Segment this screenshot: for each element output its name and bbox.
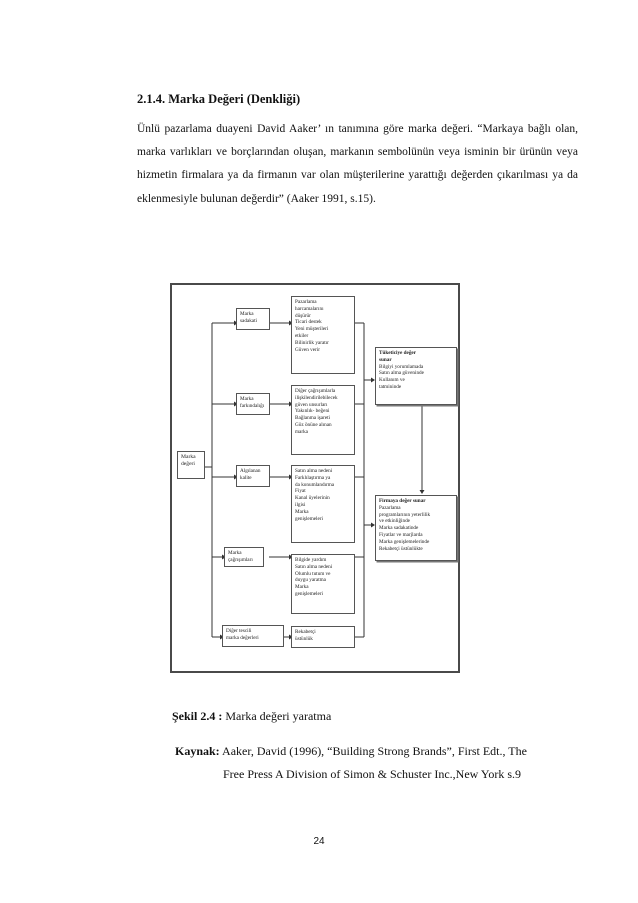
source-text-continued: Free Press A Division of Simon & Schuster Inc.,New York s.9: [223, 767, 522, 781]
caption-text: Marka değeri yaratma: [225, 709, 332, 723]
body-paragraph: Ünlü pazarlama duayeni David Aaker’ ın tanımına göre marka değeri. “Markaya bağlı olan, marka varlıkları ve borçlarından oluşan, markanın sembolünün veya isminin bir ürünün veya hizmetin firmalara ya da firmanın var olan müşterilerine yarattığı değerden çıkarılması ya da eklenmesiyle bulunan değerdir” (Aaker 1991, s.15).: [137, 123, 578, 205]
node-perceived-quality: Algılanan kalite: [236, 465, 270, 487]
figure-caption: [172, 709, 331, 724]
node-brand-associations: Marka çağrışımları: [224, 547, 264, 567]
node-brand-awareness: Marka farkındalığı: [236, 393, 270, 415]
source-label: Kaynak:: [175, 744, 220, 758]
page-number: 24: [313, 836, 325, 847]
node-consumer-value: Tüketiciye değer sunar Bilgiyi yorumlamada Satın alma güveninde Kullanım ve tatmininde: [375, 347, 457, 405]
node-firm-value: Firmaya değer sunar Pazarlama programlarının yeterlilik ve etkinliğinde Marka sadakatinde Fiyatlar ve marjlarda Marka genişlemelerinde Rekabetçi üstünlükte: [375, 495, 457, 561]
caption-label: Şekil 2.4 :: [172, 709, 223, 723]
node-awareness-benefits: Diğer çağrışımlarla ilişkilendirilebilecek güven unsurları Yakınlık- beğeni Bağlanma işareti Göz önüne alınan marka: [291, 385, 355, 455]
source-text: Aaker, David (1996), “Building Strong Brands”, First Edt., The: [222, 744, 527, 758]
node-quality-benefits: Satın alma nedeni Farklılaştırma ya da konumlandırma Fiyat Kanal üyelerinin ilgisi Marka genişlemeleri: [291, 465, 355, 543]
node-other-brand-assets: Diğer tescili marka değerleri: [222, 625, 284, 647]
node-other-assets-benefits: Rekabetçi üstünlük: [291, 626, 355, 648]
node-associations-benefits: Bilgide yardım Satın alma nedeni Olumlu tutum ve duygu yaratma Marka genişlemeleri: [291, 554, 355, 614]
node-brand-equity: Marka değeri: [177, 451, 205, 479]
figure-frame: [170, 283, 460, 673]
node-brand-loyalty: Marka sadakati: [236, 308, 270, 330]
figure-source: [175, 740, 555, 786]
section-heading: 2.1.4. Marka Değeri (Denkliği): [137, 92, 301, 106]
node-loyalty-benefits: Pazarlama harcamalarını düşürür Ticari destek Yeni müşterileri etkiler Bilinirlik yaratır Güven verir: [291, 296, 355, 374]
